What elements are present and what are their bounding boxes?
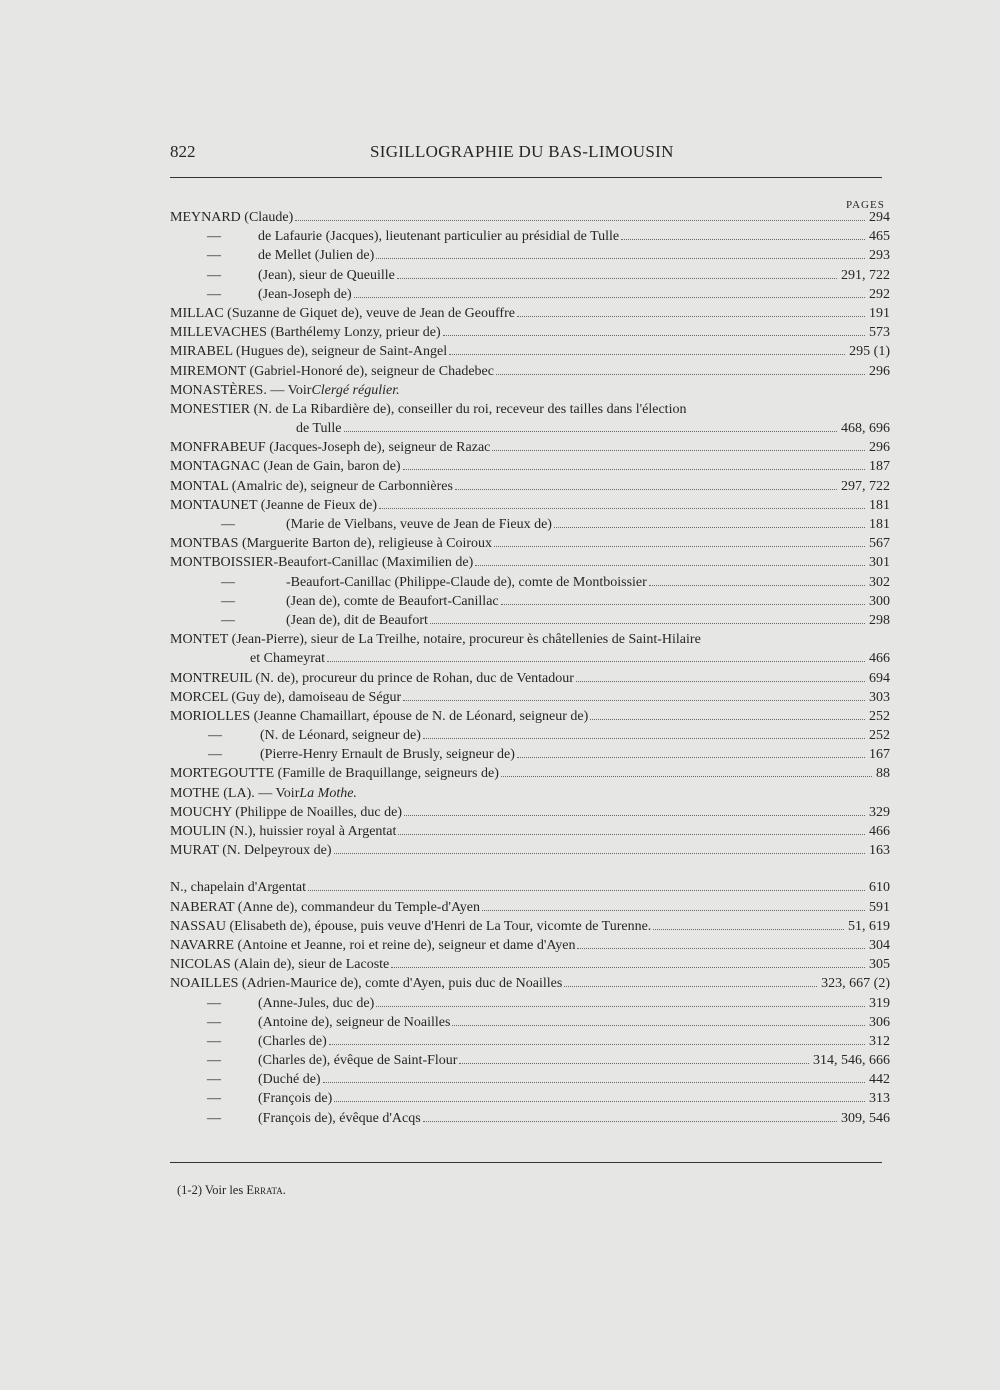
index-entry xyxy=(170,1015,890,1034)
entry-text: MOTHE (LA). — Voir xyxy=(170,785,300,801)
entry-text: (Jean de), dit de Beaufort xyxy=(286,612,428,628)
dot-leader xyxy=(554,527,865,528)
dot-leader xyxy=(354,297,865,298)
index-entry xyxy=(170,421,890,440)
entry-text: (Charles de), évêque de Saint-Flour xyxy=(258,1053,458,1069)
dot-leader xyxy=(649,585,865,586)
entry-crossref: La Mothe. xyxy=(299,785,357,801)
page-reference: 296 xyxy=(869,363,890,379)
index-entry xyxy=(170,843,890,862)
entry-text: NAVARRE (Antoine et Jeanne, roi et reine de), seigneur et dame d'Ayen xyxy=(170,937,576,953)
page-reference: 466 xyxy=(869,824,890,839)
page-reference: 314, 546, 666 xyxy=(813,1053,890,1069)
dot-leader xyxy=(459,1063,809,1064)
entry-text: (François de), évêque d'Acqs xyxy=(258,1110,421,1126)
entry-text: de Mellet (Julien de) xyxy=(258,248,375,264)
index-entry xyxy=(170,996,890,1015)
page-reference: 305 xyxy=(869,957,890,973)
index-entry xyxy=(170,786,890,805)
footnote-errata: Errata. xyxy=(246,1183,286,1197)
index-entry xyxy=(170,402,890,421)
page-reference: 181 xyxy=(869,497,890,513)
index-entry xyxy=(170,805,890,824)
entry-text: de Tulle xyxy=(296,421,342,437)
page-reference: 181 xyxy=(869,517,890,532)
index-entry xyxy=(170,613,890,632)
ditto-dash: — xyxy=(207,1014,221,1030)
index-entry xyxy=(170,919,890,938)
ditto-dash: — xyxy=(207,267,221,283)
index-entry xyxy=(170,690,890,709)
dot-leader xyxy=(403,700,865,701)
index-entry xyxy=(170,1111,890,1130)
index-entry xyxy=(170,766,890,785)
dot-leader xyxy=(344,431,837,432)
entry-text: (Pierre-Henry Ernault de Brusly, seigneur de) xyxy=(260,747,515,763)
page-reference: 312 xyxy=(869,1033,890,1049)
dot-leader xyxy=(423,1121,837,1122)
entry-text: (Jean-Joseph de) xyxy=(258,286,352,302)
index-entry xyxy=(170,728,890,747)
index-entry xyxy=(170,287,890,306)
dot-leader xyxy=(475,565,865,566)
entry-text: MURAT (N. Delpeyroux de) xyxy=(170,843,332,859)
page-reference: 297, 722 xyxy=(841,478,890,494)
ditto-dash: — xyxy=(207,1091,221,1107)
page-number: 822 xyxy=(170,142,196,161)
index-entry xyxy=(170,575,890,594)
entry-text: (Antoine de), seigneur de Noailles xyxy=(258,1014,451,1030)
footnote-rule xyxy=(170,1162,882,1163)
dot-leader xyxy=(308,890,865,891)
dot-leader xyxy=(376,258,865,259)
entry-text: (Jean), sieur de Queuille xyxy=(258,267,395,283)
page-reference: 167 xyxy=(869,747,890,763)
page-reference: 187 xyxy=(869,459,890,475)
page-reference: 303 xyxy=(869,689,890,705)
index-entry xyxy=(170,268,890,287)
page-reference: 294 xyxy=(869,210,890,225)
index-entry xyxy=(170,325,890,344)
dot-leader xyxy=(501,776,872,777)
page-reference: 302 xyxy=(869,574,890,590)
index-entry xyxy=(170,536,890,555)
index-entry xyxy=(170,517,890,536)
page-reference: 252 xyxy=(869,728,890,744)
dot-leader xyxy=(449,354,845,355)
dot-leader xyxy=(376,1006,865,1007)
index-entry xyxy=(170,1091,890,1110)
page-reference: 313 xyxy=(869,1091,890,1107)
ditto-dash: — xyxy=(221,517,235,532)
dot-leader xyxy=(329,1044,865,1045)
running-title: SIGILLOGRAPHIE DU BAS-LIMOUSIN xyxy=(370,142,674,161)
page-reference: 567 xyxy=(869,536,890,552)
page-reference: 296 xyxy=(869,440,890,456)
entry-text: NOAILLES (Adrien-Maurice de), comte d'Ayen, puis duc de Noailles xyxy=(170,976,563,992)
index-entry xyxy=(170,229,890,248)
entry-text: MONESTIER (N. de La Ribardière de), conseiller du roi, receveur des tailles dans l'élection xyxy=(170,401,687,417)
page-reference: 610 xyxy=(869,880,890,896)
page-reference: 300 xyxy=(869,593,890,609)
page-reference: 191 xyxy=(869,305,890,321)
dot-leader xyxy=(403,469,865,470)
dot-leader xyxy=(492,450,865,451)
index-entry xyxy=(170,498,890,517)
entry-text: MORTEGOUTTE (Famille de Braquillange, seigneurs de) xyxy=(170,766,499,782)
page-reference: 465 xyxy=(869,229,890,245)
ditto-dash: — xyxy=(207,248,221,264)
entry-text: MONTAL (Amalric de), seigneur de Carbonnières xyxy=(170,478,453,494)
entry-text: -Beaufort-Canillac (Philippe-Claude de), comte de Montboissier xyxy=(286,574,647,590)
ditto-dash: — xyxy=(221,612,235,628)
dot-leader xyxy=(496,374,865,375)
index-entries xyxy=(170,210,890,1130)
page-reference: 163 xyxy=(869,843,890,859)
ditto-dash: — xyxy=(207,1033,221,1049)
dot-leader xyxy=(621,239,865,240)
index-entry xyxy=(170,459,890,478)
index-entry xyxy=(170,344,890,363)
entry-text: MEYNARD (Claude) xyxy=(170,210,294,225)
index-entry xyxy=(170,364,890,383)
ditto-dash: — xyxy=(221,593,235,609)
dot-leader xyxy=(452,1025,865,1026)
entry-text: MONTBAS (Marguerite Barton de), religieuse à Coiroux xyxy=(170,536,493,552)
entry-text: (Charles de) xyxy=(258,1033,327,1049)
page-reference: 88 xyxy=(876,766,890,782)
page-header xyxy=(170,142,880,168)
entry-text: NICOLAS (Alain de), sieur de Lacoste xyxy=(170,957,390,973)
entry-text: NASSAU (Elisabeth de), épouse, puis veuve d'Henri de La Tour, vicomte de Turenne. xyxy=(170,918,652,934)
page-reference: 295 (1) xyxy=(849,344,890,360)
index-entry xyxy=(170,248,890,267)
entry-crossref: Clergé régulier. xyxy=(311,382,400,398)
dot-leader xyxy=(327,661,865,662)
entry-text: MOULIN (N.), huissier royal à Argentat xyxy=(170,824,397,839)
dot-leader xyxy=(443,335,865,336)
entry-text: MONFRABEUF (Jacques-Joseph de), seigneur de Razac xyxy=(170,440,491,456)
ditto-dash: — xyxy=(207,1072,221,1088)
ditto-dash: — xyxy=(207,1053,221,1069)
dot-leader xyxy=(379,508,865,509)
dot-leader xyxy=(430,623,865,624)
page-reference: 252 xyxy=(869,708,890,724)
index-entry xyxy=(170,671,890,690)
entry-text: (Jean de), comte de Beaufort-Canillac xyxy=(286,593,499,609)
dot-leader xyxy=(564,986,817,987)
entry-text: MONTREUIL (N. de), procureur du prince de Rohan, duc de Ventadour xyxy=(170,670,574,686)
dot-leader xyxy=(577,948,865,949)
entry-text: MONTAGNAC (Jean de Gain, baron de) xyxy=(170,459,401,475)
page-reference: 329 xyxy=(869,804,890,820)
index-entry xyxy=(170,594,890,613)
index-entry xyxy=(170,900,890,919)
page-reference: 306 xyxy=(869,1014,890,1030)
index-entry xyxy=(170,383,890,402)
index-entry xyxy=(170,709,890,728)
entry-text: MOUCHY (Philippe de Noailles, duc de) xyxy=(170,804,402,820)
page-reference: 51, 619 xyxy=(848,918,890,934)
page-reference: 293 xyxy=(869,248,890,264)
entry-text: MILLEVACHES (Barthélemy Lonzy, prieur de) xyxy=(170,325,441,341)
dot-leader xyxy=(455,489,837,490)
index-entry xyxy=(170,957,890,976)
page-reference: 573 xyxy=(869,325,890,341)
dot-leader xyxy=(653,929,844,930)
entry-text: MONTBOISSIER-Beaufort-Canillac (Maximilien de) xyxy=(170,555,474,571)
entry-text: MIRABEL (Hugues de), seigneur de Saint-Angel xyxy=(170,344,448,360)
entry-text: MONASTÈRES. — Voir xyxy=(170,382,312,398)
dot-leader xyxy=(397,278,837,279)
index-entry xyxy=(170,938,890,957)
ditto-dash: — xyxy=(207,995,221,1011)
page-reference: 442 xyxy=(869,1072,890,1088)
entry-text: (N. de Léonard, seigneur de) xyxy=(260,728,421,744)
dot-leader xyxy=(423,738,865,739)
footnote xyxy=(177,1183,286,1198)
header-rule xyxy=(170,177,882,178)
index-entry xyxy=(170,210,890,229)
entry-text: N., chapelain d'Argentat xyxy=(170,880,306,896)
entry-text: (Duché de) xyxy=(258,1072,321,1088)
page-reference: 466 xyxy=(869,651,890,667)
page-reference: 309, 546 xyxy=(841,1110,890,1126)
ditto-dash: — xyxy=(207,229,221,245)
entry-text: MILLAC (Suzanne de Giquet de), veuve de Jean de Geouffre xyxy=(170,305,515,321)
entry-text: MONTET (Jean-Pierre), sieur de La Treilhe, notaire, procureur ès châtellenies de Saint-Hilaire xyxy=(170,632,701,648)
entry-text: MONTAUNET (Jeanne de Fieux de) xyxy=(170,497,378,513)
index-entry xyxy=(170,747,890,766)
index-entry xyxy=(170,976,890,995)
index-entry xyxy=(170,824,890,843)
ditto-dash: — xyxy=(207,1110,221,1126)
pages-column-label: PAGES xyxy=(846,199,885,211)
entry-text: (Anne-Jules, duc de) xyxy=(258,995,375,1011)
entry-text: NABERAT (Anne de), commandeur du Temple-d'Ayen xyxy=(170,899,481,915)
entry-text: et Chameyrat xyxy=(250,651,326,667)
index-entry xyxy=(170,440,890,459)
page-reference: 468, 696 xyxy=(841,421,890,437)
entry-text: (François de) xyxy=(258,1091,333,1107)
page-reference: 323, 667 (2) xyxy=(821,976,890,992)
dot-leader xyxy=(501,604,865,605)
page-reference: 591 xyxy=(869,899,890,915)
ditto-dash: — xyxy=(221,574,235,590)
dot-leader xyxy=(398,834,865,835)
entry-text: MORIOLLES (Jeanne Chamaillart, épouse de N. de Léonard, seigneur de) xyxy=(170,708,589,724)
index-entry xyxy=(170,1072,890,1091)
entry-text: MORCEL (Guy de), damoiseau de Ségur xyxy=(170,689,402,705)
dot-leader xyxy=(576,681,865,682)
dot-leader xyxy=(323,1082,865,1083)
index-entry xyxy=(170,651,890,670)
index-entry xyxy=(170,555,890,574)
dot-leader xyxy=(494,546,865,547)
dot-leader xyxy=(391,967,865,968)
dot-leader xyxy=(517,316,865,317)
index-entry xyxy=(170,1034,890,1053)
dot-leader xyxy=(295,220,865,221)
page-reference: 292 xyxy=(869,286,890,302)
footnote-text: (1-2) Voir les xyxy=(177,1183,247,1197)
entry-text: de Lafaurie (Jacques), lieutenant particulier au présidial de Tulle xyxy=(258,229,620,245)
index-entry xyxy=(170,880,890,899)
page-reference: 319 xyxy=(869,995,890,1011)
entry-text: (Marie de Vielbans, veuve de Jean de Fieux de) xyxy=(286,517,552,532)
page-reference: 694 xyxy=(869,670,890,686)
index-entry xyxy=(170,632,890,651)
entry-text: MIREMONT (Gabriel-Honoré de), seigneur de Chadebec xyxy=(170,363,494,379)
page-reference: 304 xyxy=(869,937,890,953)
index-entry xyxy=(170,479,890,498)
dot-leader xyxy=(334,853,866,854)
ditto-dash: — xyxy=(207,286,221,302)
page-reference: 301 xyxy=(869,555,890,571)
dot-leader xyxy=(334,1101,865,1102)
page-reference: 291, 722 xyxy=(841,267,890,283)
dot-leader xyxy=(590,719,865,720)
ditto-dash: — xyxy=(208,747,222,763)
page-reference: 298 xyxy=(869,612,890,628)
dot-leader xyxy=(404,815,865,816)
ditto-dash: — xyxy=(208,728,222,744)
dot-leader xyxy=(517,757,865,758)
index-entry xyxy=(170,1053,890,1072)
index-entry xyxy=(170,306,890,325)
dot-leader xyxy=(482,910,865,911)
